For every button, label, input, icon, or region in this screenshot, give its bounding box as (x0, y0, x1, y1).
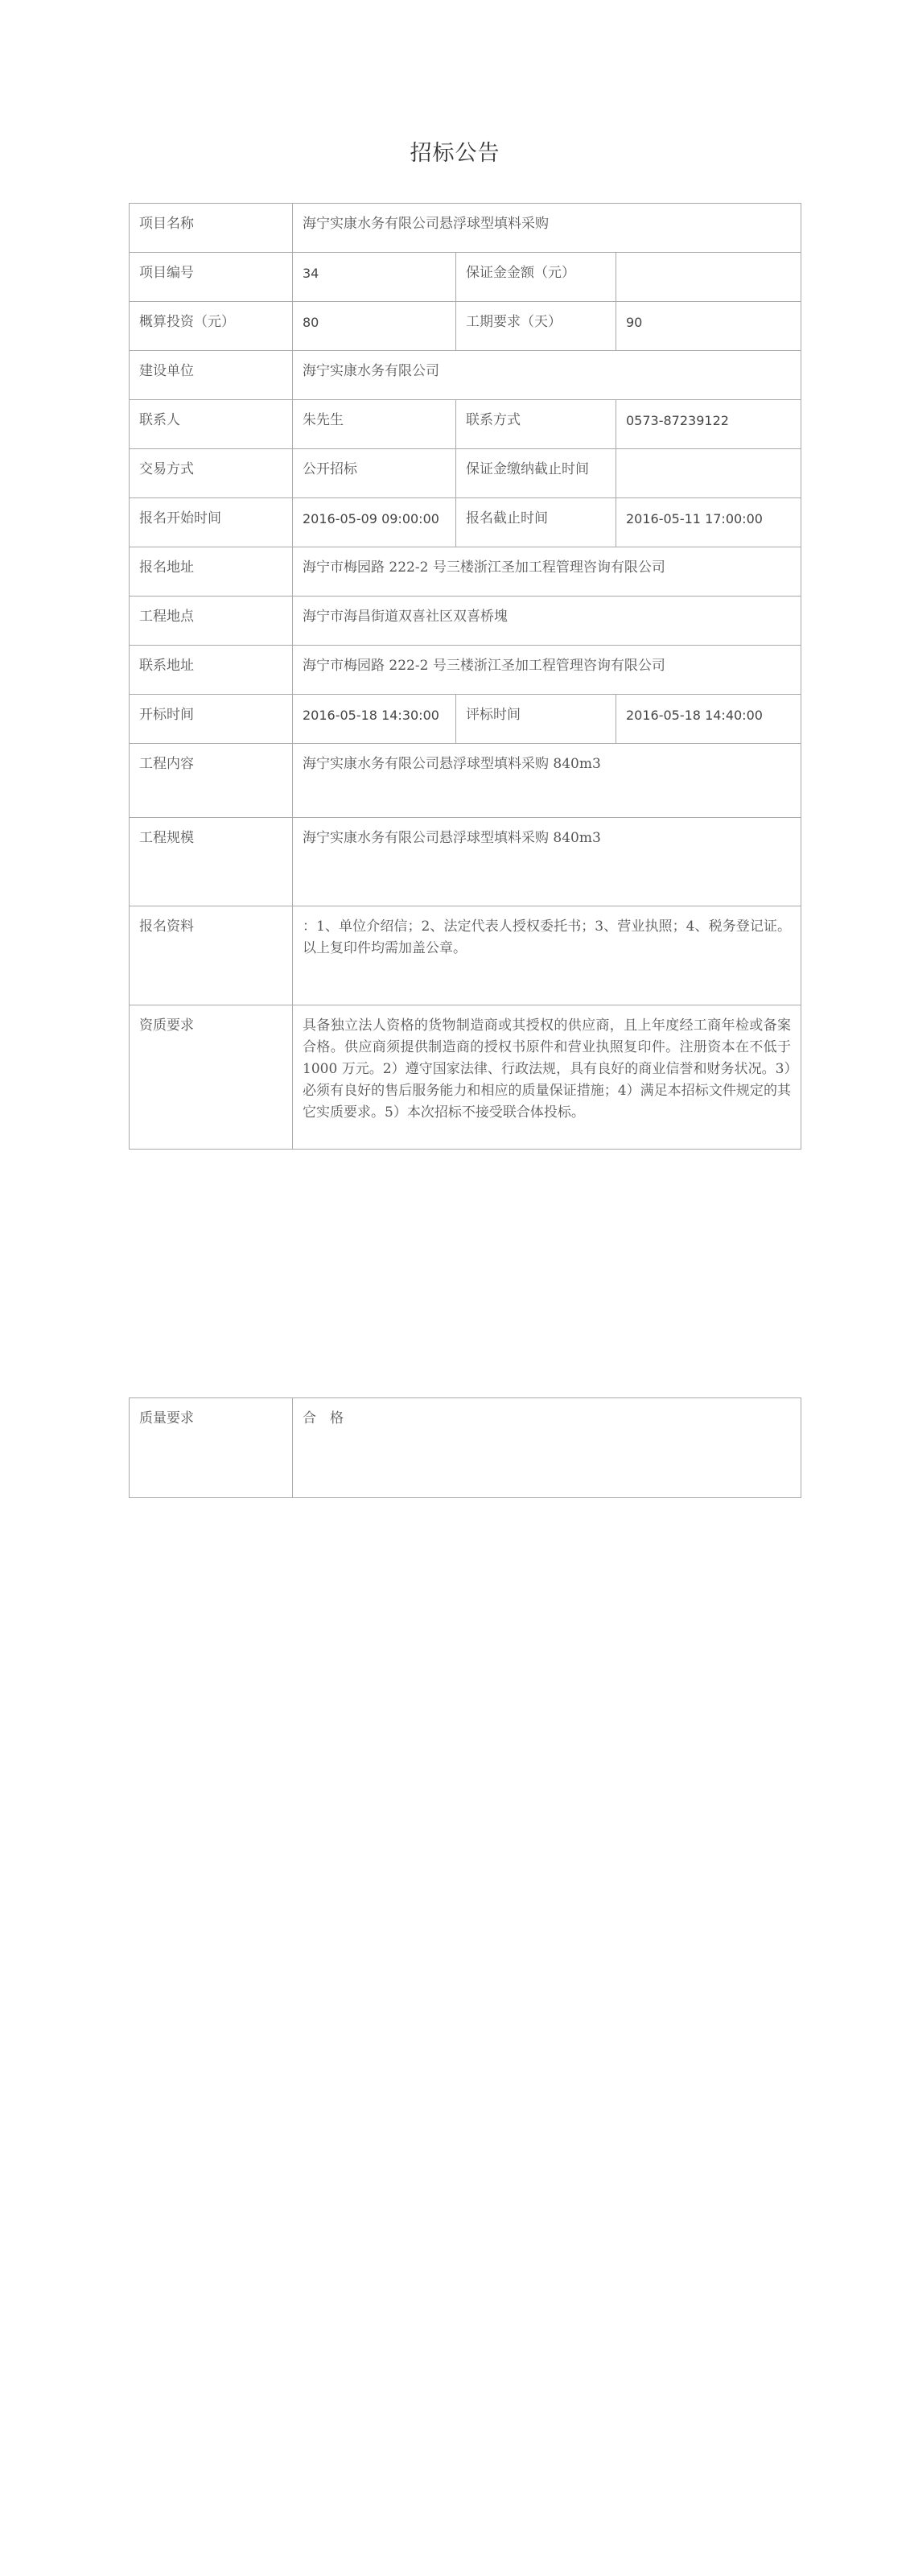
row-qualification (130, 1005, 801, 1150)
row-quality (130, 1398, 801, 1498)
value-eval-time: 2016-05-18 14:40:00 (616, 695, 801, 744)
quality-table (129, 1397, 801, 1498)
label-budget: 概算投资（元） (130, 302, 293, 351)
label-contact: 联系人 (130, 400, 293, 449)
label-qualification: 资质要求 (130, 1005, 293, 1150)
value-content: 海宁实康水务有限公司悬浮球型填料采购 840m3 (293, 744, 801, 818)
value-builder: 海宁实康水务有限公司 (293, 351, 801, 400)
value-trade: 公开招标 (293, 449, 456, 498)
label-scale: 工程规模 (130, 818, 293, 906)
value-materials: ：1、单位介绍信；2、法定代表人授权委托书；3、营业执照；4、税务登记证。以上复印件均需加盖公章。 (293, 906, 801, 1005)
value-contact-addr: 海宁市梅园路 222-2 号三楼浙江圣加工程管理咨询有限公司 (293, 646, 801, 695)
row-contact (130, 400, 801, 449)
value-contact: 朱先生 (293, 400, 456, 449)
value-phone: 0573-87239122 (616, 400, 801, 449)
row-materials (130, 906, 801, 1005)
row-builder (130, 351, 801, 400)
value-quality: 合 格 (293, 1398, 801, 1498)
label-reg-start: 报名开始时间 (130, 498, 293, 547)
label-deposit: 保证金金额（元） (456, 253, 616, 302)
label-materials: 报名资料 (130, 906, 293, 1005)
row-scale (130, 818, 801, 906)
label-open-time: 开标时间 (130, 695, 293, 744)
label-eval-time: 评标时间 (456, 695, 616, 744)
label-builder: 建设单位 (130, 351, 293, 400)
label-project-name: 项目名称 (130, 204, 293, 253)
tender-info-table (129, 203, 801, 1150)
value-scale: 海宁实康水务有限公司悬浮球型填料采购 840m3 (293, 818, 801, 906)
value-reg-start: 2016-05-09 09:00:00 (293, 498, 456, 547)
value-deposit-deadline (616, 449, 801, 498)
page-title: 招标公告 (410, 141, 500, 166)
label-phone: 联系方式 (456, 400, 616, 449)
label-deposit-deadline: 保证金缴纳截止时间 (456, 449, 616, 498)
value-budget: 80 (293, 302, 456, 351)
value-deposit (616, 253, 801, 302)
label-content: 工程内容 (130, 744, 293, 818)
row-reg-time (130, 498, 801, 547)
label-quality: 质量要求 (130, 1398, 293, 1498)
row-project-no (130, 253, 801, 302)
label-contact-addr: 联系地址 (130, 646, 293, 695)
row-open-time (130, 695, 801, 744)
row-budget (130, 302, 801, 351)
row-trade (130, 449, 801, 498)
value-project-no: 34 (293, 253, 456, 302)
row-project-name (130, 204, 801, 253)
row-reg-addr (130, 547, 801, 597)
value-project-name: 海宁实康水务有限公司悬浮球型填料采购 (293, 204, 801, 253)
row-site (130, 597, 801, 646)
label-reg-end: 报名截止时间 (456, 498, 616, 547)
row-content (130, 744, 801, 818)
value-reg-end: 2016-05-11 17:00:00 (616, 498, 801, 547)
value-open-time: 2016-05-18 14:30:00 (293, 695, 456, 744)
label-project-no: 项目编号 (130, 253, 293, 302)
value-qualification: 具备独立法人资格的货物制造商或其授权的供应商，且上年度经工商年检或备案合格。供应商须提供制造商的授权书原件和营业执照复印件。注册资本在不低于 1000 万元。2）遵守国家法律、行政法规，具有良好的商业信誉和财务状况。3）必须有良好的售后服务能力和相应的质量保证措施；4）满足本招标文件规定的其它实质要求。5）本次招标不接受联合体投标。 (293, 1005, 801, 1150)
value-reg-addr: 海宁市梅园路 222-2 号三楼浙江圣加工程管理咨询有限公司 (293, 547, 801, 597)
label-reg-addr: 报名地址 (130, 547, 293, 597)
label-duration: 工期要求（天） (456, 302, 616, 351)
value-site: 海宁市海昌街道双喜社区双喜桥塊 (293, 597, 801, 646)
value-duration: 90 (616, 302, 801, 351)
label-site: 工程地点 (130, 597, 293, 646)
label-trade: 交易方式 (130, 449, 293, 498)
row-contact-addr (130, 646, 801, 695)
